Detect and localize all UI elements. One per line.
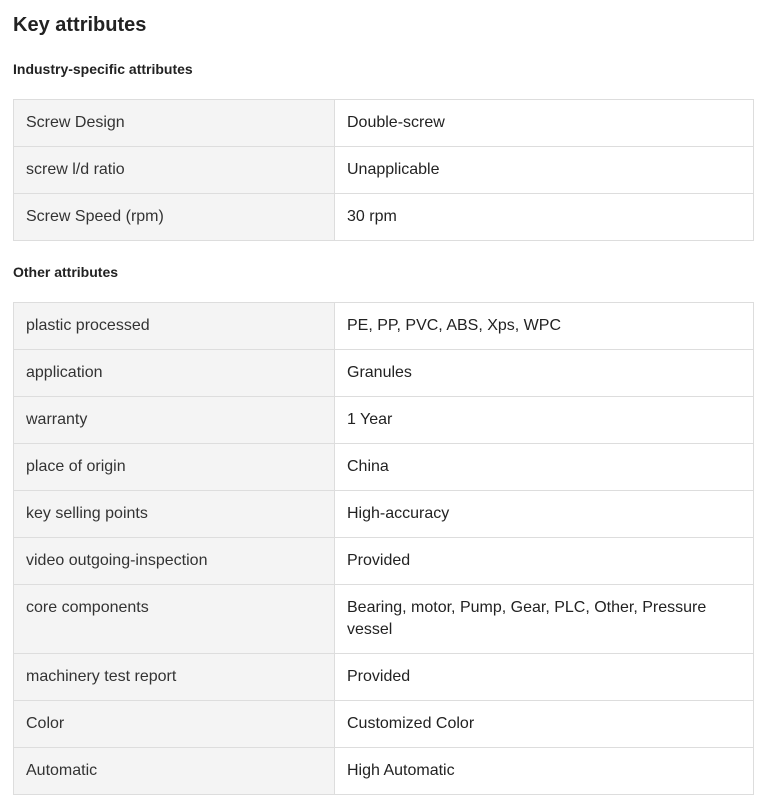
attribute-name: key selling points xyxy=(14,491,335,538)
table-row xyxy=(14,350,754,397)
attribute-value: 1 Year xyxy=(335,397,754,444)
attribute-value: Customized Color xyxy=(335,701,754,748)
industry-attributes-table xyxy=(13,99,754,241)
attribute-name: screw l/d ratio xyxy=(14,147,335,194)
attribute-name: plastic processed xyxy=(14,303,335,350)
table-row xyxy=(14,701,754,748)
table-row xyxy=(14,100,754,147)
attribute-name: Automatic xyxy=(14,748,335,795)
section-title: Key attributes xyxy=(13,14,147,36)
table-row xyxy=(14,585,754,654)
other-attributes-table xyxy=(13,302,754,795)
attribute-value: China xyxy=(335,444,754,491)
attribute-name: machinery test report xyxy=(14,654,335,701)
attribute-value: High Automatic xyxy=(335,748,754,795)
group-title-industry: Industry-specific attributes xyxy=(13,61,193,77)
table-row xyxy=(14,303,754,350)
attribute-name: Screw Design xyxy=(14,100,335,147)
attribute-name: video outgoing-inspection xyxy=(14,538,335,585)
attribute-value: Double-screw xyxy=(335,100,754,147)
table-row xyxy=(14,194,754,241)
attribute-name: Screw Speed (rpm) xyxy=(14,194,335,241)
attribute-value: Bearing, motor, Pump, Gear, PLC, Other, Pressure vessel xyxy=(335,585,754,654)
attribute-value: PE, PP, PVC, ABS, Xps, WPC xyxy=(335,303,754,350)
attribute-name: place of origin xyxy=(14,444,335,491)
group-title-other: Other attributes xyxy=(13,264,119,280)
attribute-value: Granules xyxy=(335,350,754,397)
table-row xyxy=(14,397,754,444)
table-row xyxy=(14,654,754,701)
attribute-name: core components xyxy=(14,585,335,654)
attribute-value: 30 rpm xyxy=(335,194,754,241)
attribute-name: Color xyxy=(14,701,335,748)
attribute-value: High-accuracy xyxy=(335,491,754,538)
attribute-value: Provided xyxy=(335,538,754,585)
attribute-value: Unapplicable xyxy=(335,147,754,194)
table-row xyxy=(14,538,754,585)
attribute-value: Provided xyxy=(335,654,754,701)
attribute-name: warranty xyxy=(14,397,335,444)
table-row xyxy=(14,444,754,491)
attribute-name: application xyxy=(14,350,335,397)
table-row xyxy=(14,491,754,538)
table-row xyxy=(14,748,754,795)
table-row xyxy=(14,147,754,194)
